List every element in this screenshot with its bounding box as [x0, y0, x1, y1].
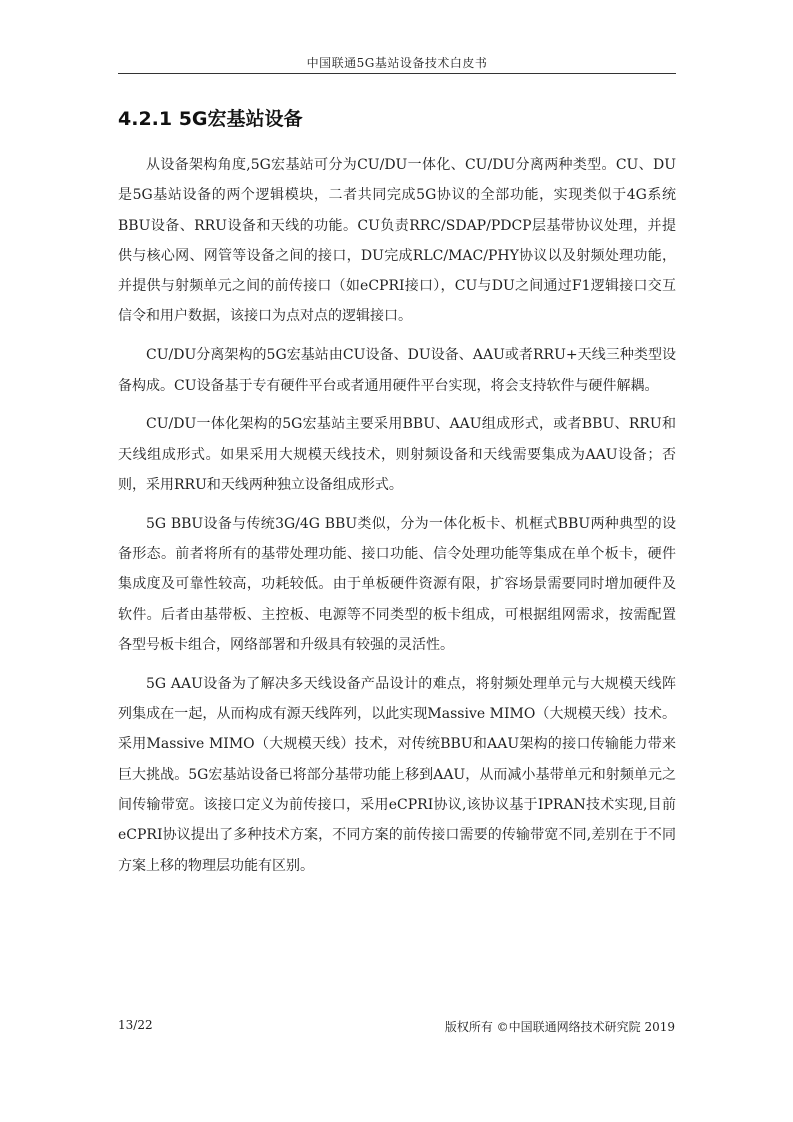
- page-number: 13/22: [118, 1018, 153, 1032]
- paragraph-bbu-equipment: 5G BBU设备与传统3G/4G BBU类似，分为一体化板卡、机框式BBU两种典型的设备形态。前者将所有的基带处理功能、接口功能、信令处理功能等集成在单个板卡，硬件集成度及可靠性较高，功耗较低。由于单板硬件资源有限，扩容场景需要同时增加硬件及软件。后者由基带板、主控板、电源等不同类型的板卡组成，可根据组网需求，按需配置各型号板卡组合，网络部署和升级具有较强的灵活性。: [118, 515, 676, 653]
- section-heading: 4.2.1 5G宏基站设备: [118, 108, 303, 130]
- paragraph-cu-du-integrated: CU/DU一体化架构的5G宏基站主要采用BBU、AAU组成形式，或者BBU、RRU和天线组成形式。如果采用大规模天线技术，则射频设备和天线需要集成为AAU设备；否则，采用RRU和天线两种独立设备组成形式。: [118, 416, 676, 493]
- paragraph-aau-equipment: 5G AAU设备为了解决多天线设备产品设计的难点，将射频处理单元与大规模天线阵列集成在一起，从而构成有源天线阵列，以此实现Massive MIMO（大规模天线）技术。采用Massive MIMO（大规模天线）技术，对传统BBU和AAU架构的接口传输能力带来巨大挑战。5G宏基站设备已将部分基带功能上移到AAU，从而减小基带单元和射频单元之间传输带宽。该接口定义为前传接口，采用eCPRI协议,该协议基于IPRAN技术实现,目前eCPRI协议提出了多种技术方案，不同方案的前传接口需要的传输带宽不同,差别在于不同方案上移的物理层功能有区别。: [118, 675, 676, 874]
- header-divider: [118, 73, 676, 74]
- paragraph-cu-du-overview: 从设备架构角度,5G宏基站可分为CU/DU一体化、CU/DU分离两种类型。CU、DU是5G基站设备的两个逻辑模块，二者共同完成5G协议的全部功能，实现类似于4G系统BBU设备、RRU设备和天线的功能。CU负责RRC/SDAP/PDCP层基带协议处理，并提供与核心网、网管等设备之间的接口，DU完成RLC/MAC/PHY协议以及射频处理功能，并提供与射频单元之间的前传接口（如eCPRI接口），CU与DU之间通过F1逻辑接口交互信令和用户数据，该接口为点对点的逻辑接口。: [118, 157, 676, 325]
- body-text: [118, 150, 676, 889]
- copyright-notice: 版权所有 ©中国联通网络技术研究院 2019: [444, 1020, 675, 1034]
- running-header: 中国联通5G基站设备技术白皮书: [306, 56, 488, 70]
- paragraph-cu-du-split: CU/DU分离架构的5G宏基站由CU设备、DU设备、AAU或者RRU+天线三种类型设备构成。CU设备基于专有硬件平台或者通用硬件平台实现，将会支持软件与硬件解耦。: [118, 347, 676, 394]
